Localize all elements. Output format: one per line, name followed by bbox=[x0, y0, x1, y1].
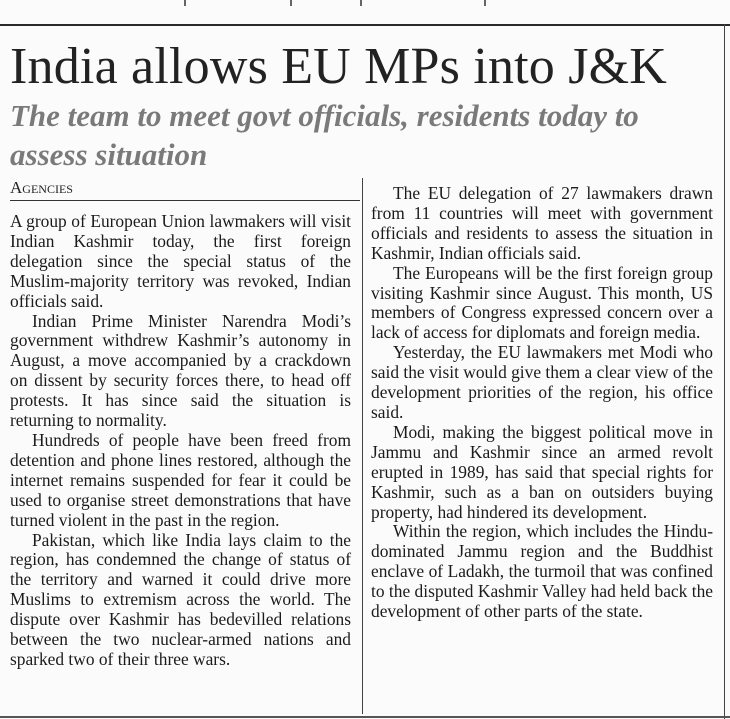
paragraph: The EU delegation of 27 lawmakers drawn from 11 countries will meet with government officials and residents to assess the situation in Kashmir, Indian officials said. bbox=[371, 183, 713, 263]
subheadline: The team to meet govt officials, residents today to assess situation bbox=[10, 98, 639, 172]
paragraph: A group of European Union lawmakers will visit Indian Kashmir today, the first foreign delegation since the special status of the Muslim-majority territory was revoked, Indian officials said. bbox=[10, 211, 351, 311]
column-rule bbox=[362, 178, 363, 714]
top-page-marks bbox=[170, 0, 490, 8]
byline: Agencies bbox=[10, 178, 73, 197]
byline-rule bbox=[10, 200, 360, 201]
paragraph: The Europeans will be the first foreign group visiting Kashmir since August. This month, US members of Congress expressed concern over a lack of access for diplomats and foreign media. bbox=[371, 262, 713, 343]
paragraph: Modi, making the biggest political move in Jammu and Kashmir since an armed revolt erupted in 1989, has said that special rights for Kashmir, such as a ban on outsiders buying property, had hindered its development. bbox=[371, 421, 713, 522]
right-column bbox=[371, 184, 713, 622]
paragraph: Hundreds of people have been freed from detention and phone lines restored, although the internet remains suspended for fear it could be used to organise street demonstrations that have turned violent in the past in the region. bbox=[10, 429, 351, 530]
left-column bbox=[10, 212, 351, 670]
right-rule bbox=[724, 24, 725, 719]
headline: India allows EU MPs into J&K bbox=[10, 38, 668, 95]
paragraph: Yesterday, the EU lawmakers met Modi who said the visit would give them a clear view of the development priorities of the region, his office said. bbox=[371, 342, 713, 422]
bottom-rule bbox=[0, 716, 730, 718]
paragraph: Within the region, which includes the Hindu-dominated Jammu region and the Buddhist enclave of Ladakh, the turmoil that was confined to the disputed Kashmir Valley had held back the development of other parts of the state. bbox=[371, 521, 713, 622]
paragraph: Indian Prime Minister Narendra Modi’s government withdrew Kashmir’s autonomy in August, a move accompanied by a crackdown on dissent by security forces there, to head off protests. It has since said the situation is returning to normality. bbox=[10, 310, 351, 431]
paragraph: Pakistan, which like India lays claim to the region, has condemned the change of status of the territory and warned it could drive more Muslims to extremism across the world. The dispute over Kashmir has bedevilled relations between the two nuclear-armed nations and sparked two of their three wars. bbox=[10, 529, 351, 669]
top-rule bbox=[0, 24, 730, 26]
